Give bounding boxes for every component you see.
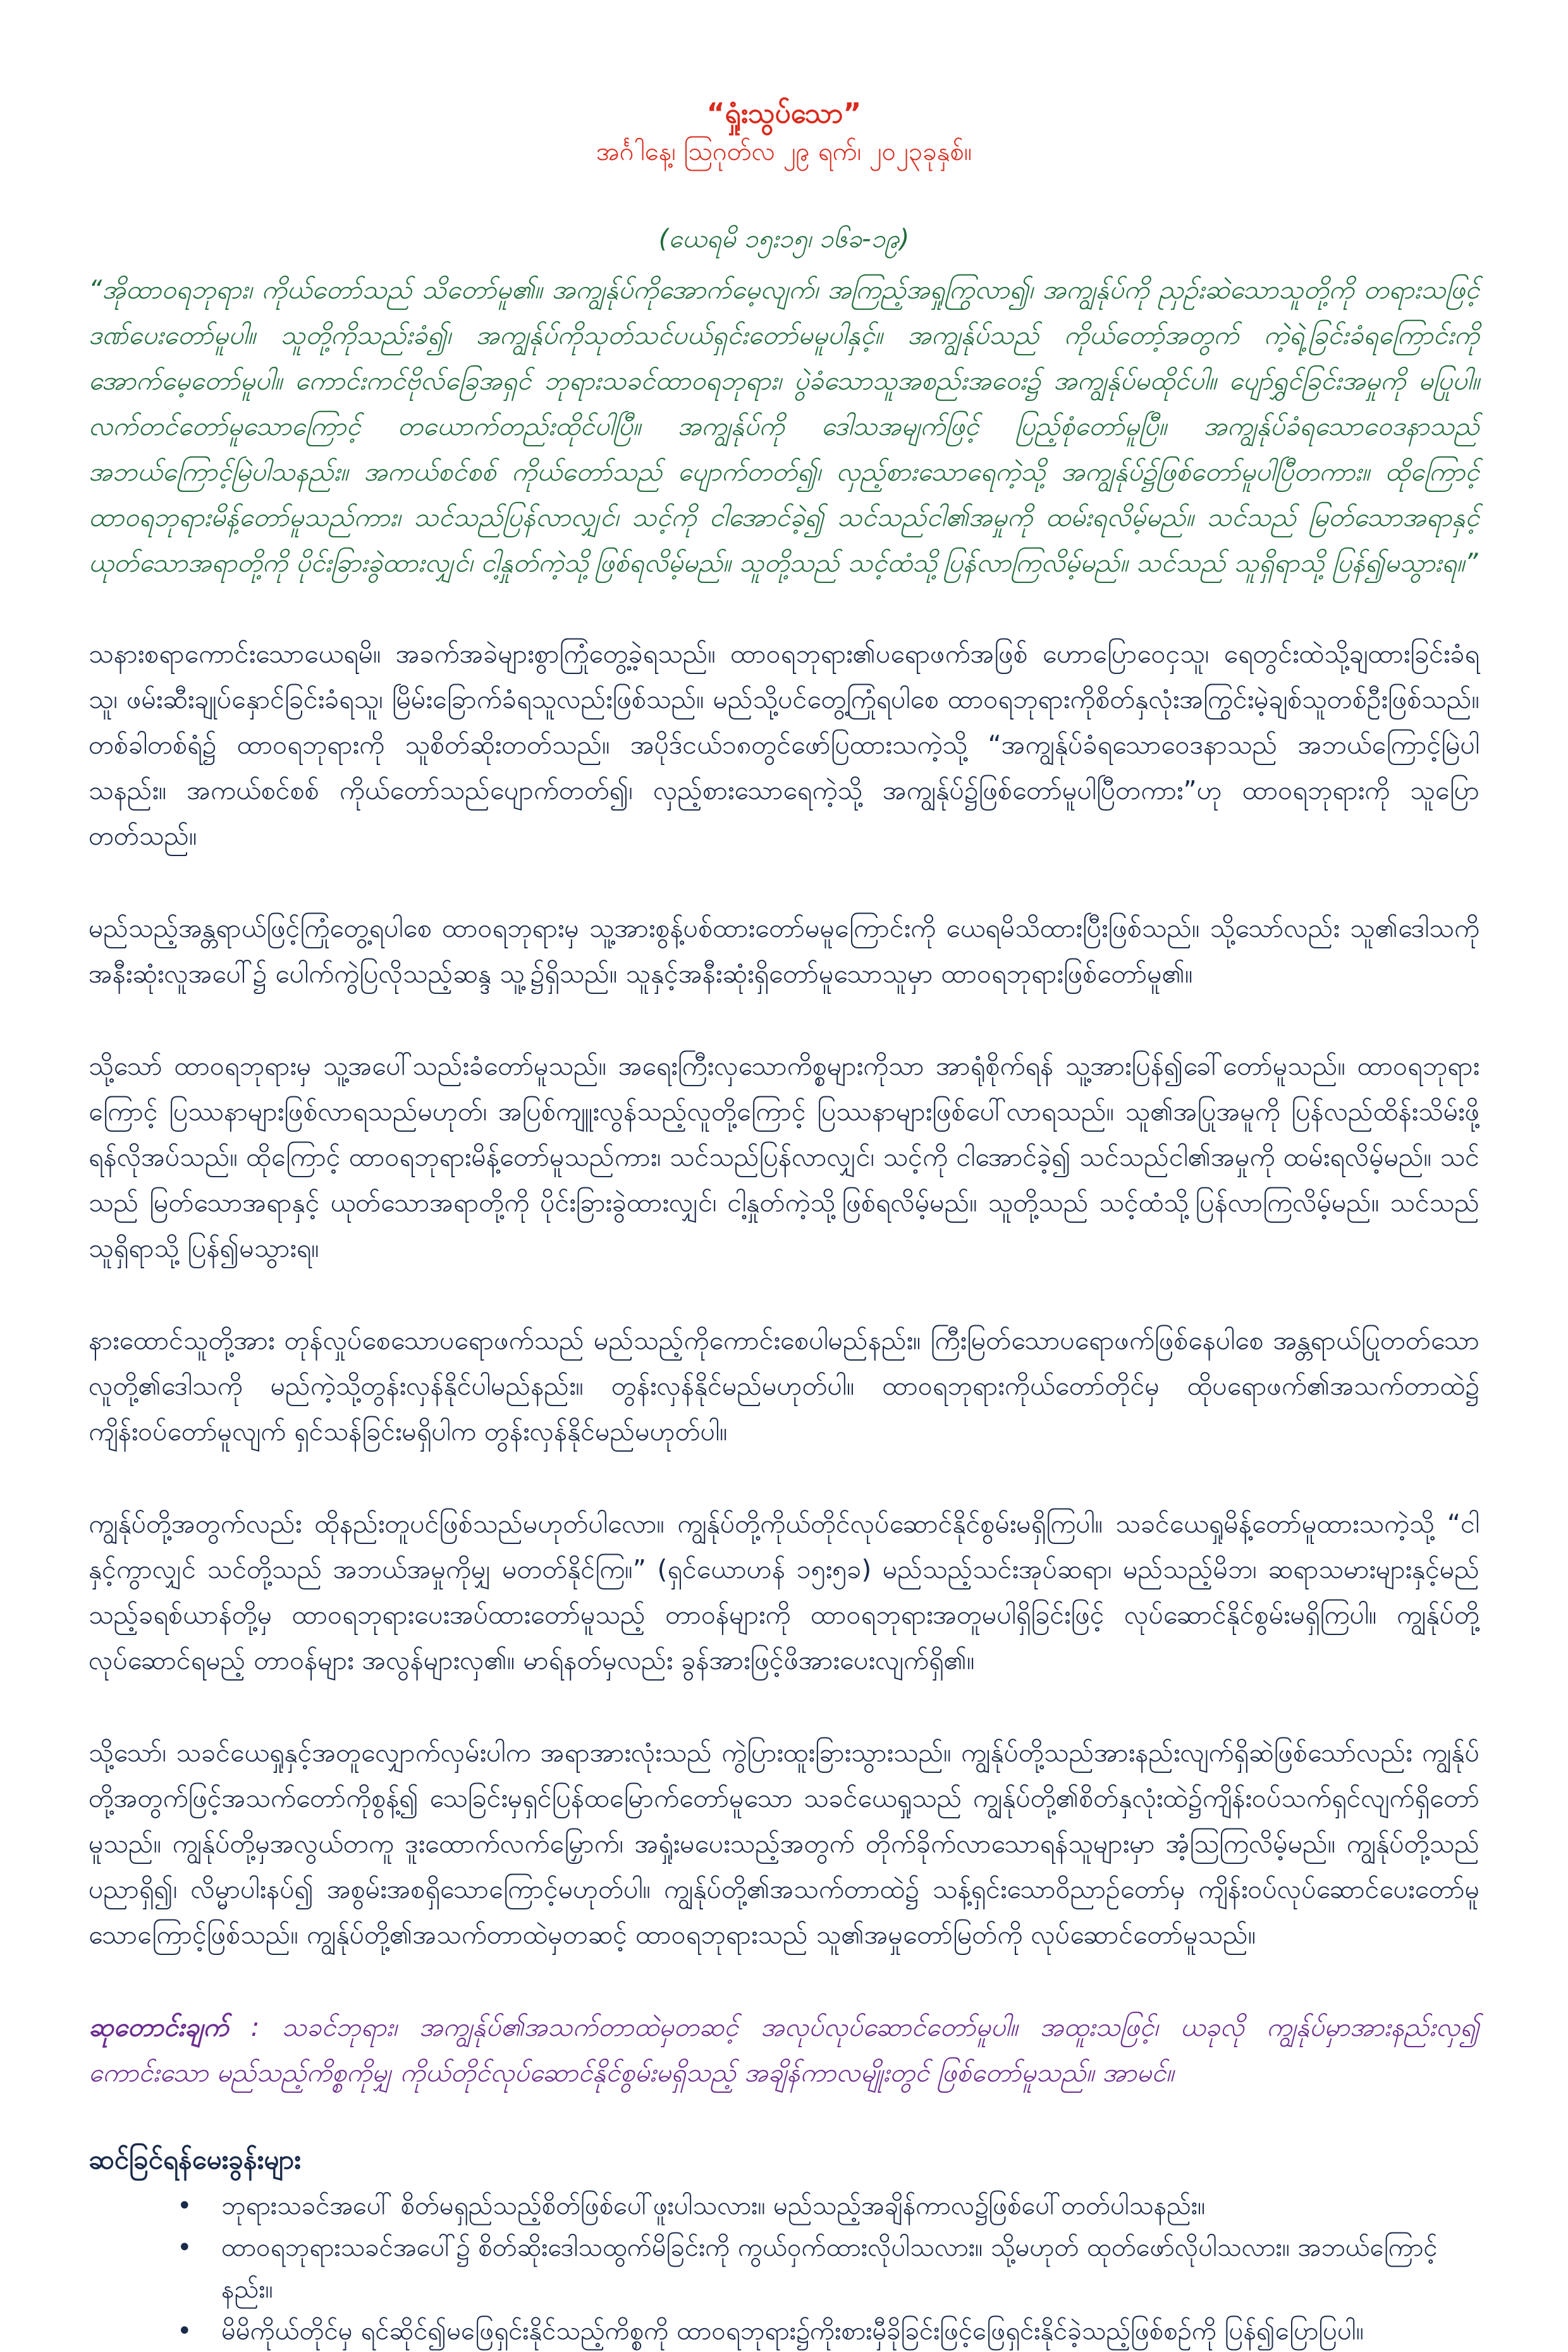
scripture-text: “အိုထာဝရဘုရား၊ ကိုယ်တော်သည် သိတော်မူ၏။ အကျွန်ုပ်ကိုအောက်မေ့လျက်၊ အကြည့်အရှုကြွလာ၍၊ အကျွန်ုပ်ကို ညှဉ်းဆဲသောသူတို့ကို တရားသဖြင့် ဒဏ်ပေးတော်မူပါ။ သူတို့ကိုသည်းခံ၍၊ အကျွန်ုပ်ကိုသုတ်သင်ပယ်ရှင်းတော်မမူပါနှင့်။ အကျွန်ုပ်သည် ကိုယ်တော့်အတွက် ကဲ့ရဲ့ခြင်းခံရကြောင်းကို အောက်မေ့တော်မူပါ။ ကောင်းကင်ဗိုလ်ခြေအရှင် ဘုရားသခင်ထာဝရဘုရား၊ ပွဲခံသောသူအစည်းအဝေး၌ အကျွန်ုပ်မထိုင်ပါ။ ပျော်ရွှင်ခြင်းအမှုကို မပြုပါ။ လက်တင်တော်မူသောကြောင့် တယောက်တည်းထိုင်ပါပြီ။ အကျွန်ုပ်ကို ဒေါသအမျက်ဖြင့် ပြည့်စုံတော်မူပြီ။ အကျွန်ုပ်ခံရသောဝေဒနာသည် အဘယ်ကြောင့်မြဲပါသနည်း။ အကယ်စင်စစ် ကိုယ်တော်သည် ပျောက်တတ်၍၊ လှည့်စားသောရေကဲ့သို့ အကျွန်ုပ်၌ဖြစ်တော်မူပါပြီတကား။ ထိုကြောင့် ထာဝရဘုရားမိန့်တော်မူသည်ကား၊ သင်သည်ပြန်လာလျှင်၊ သင့်ကို ငါအောင်ခဲ့၍ သင်သည်ငါ၏အမှုကို ထမ်းရလိမ့်မည်။ သင်သည် မြတ်သောအရာနှင့် ယုတ်သောအရာတို့ကို ပိုင်းခြားခွဲထားလျှင်၊ ငါ့နှုတ်ကဲ့သို့ဖြစ်ရလိမ့်မည်။ သူတို့သည် သင့်ထံသို့ပြန်လာကြလိမ့်မည်။ သင်သည် သူရှိရာသို့ ပြန်၍မသွားရ။” (89, 274, 1479, 578)
question-text: ထာဝရဘုရားသခင်အပေါ်၌ စိတ်ဆိုးဒေါသထွက်မိခြင်းကို ကွယ်ဝှက်ထားလိုပါသလား။ သို့မဟုတ် ထုတ်ဖော်လိုပါသလား။ အဘယ်ကြောင့်နည်း။ (221, 2233, 1438, 2304)
document-title: “ရှုံးသွပ်သော” (706, 97, 862, 130)
question-text: မိမိကိုယ်တိုင်မှ ရင်ဆိုင်၍မဖြေရှင်းနိုင်သည့်ကိစ္စကို ထာဝရဘုရား၌ကိုးစားမှီခိုခြင်းဖြင့်ဖြေရှင်းနိုင်ခဲ့သည့်ဖြစ်စဉ်ကို ပြန်၍ပြောပြပါ။ (221, 2317, 1364, 2346)
body-paragraph-2: မည်သည့်အန္တရာယ်ဖြင့်ကြုံတွေ့ရပါစေ ထာဝရဘုရားမှ သူ့အားစွန့်ပစ်ထားတော်မမူကြောင်းကို ယေရမိသိထားပြီးဖြစ်သည်။ သို့သော်လည်း သူ၏ဒေါသကို အနီးဆုံးလူအပေါ်၌ ပေါက်ကွဲပြလိုသည့်ဆန္ဒ သူ့၌ရှိသည်။ သူနှင့်အနီးဆုံးရှိတော်မူသောသူမှာ ထာဝရဘုရားဖြစ်တော်မူ၏။ (89, 913, 1479, 989)
body-paragraph-3: သို့သော် ထာဝရဘုရားမှ သူ့အပေါ်သည်းခံတော်မူသည်။ အရေးကြီးလှသောကိစ္စများကိုသာ အာရုံစိုက်ရန် သူ့အားပြန်၍ခေါ်တော်မူသည်။ ထာဝရဘုရားကြောင့် ပြဿနာများဖြစ်လာရသည်မဟုတ်၊ အပြစ်ကျူးလွန်သည့်လူတို့ကြောင့် ပြဿနာများဖြစ်ပေါ်လာရသည်။ သူ၏အပြုအမူကို ပြန်လည်ထိန်းသိမ်းဖို့ရန်လိုအပ်သည်။ ထိုကြောင့် ထာဝရဘုရားမိန့်တော်မူသည်ကား၊ သင်သည်ပြန်လာလျှင်၊ သင့်ကို ငါအောင်ခဲ့၍ သင်သည်ငါ၏အမှုကို ထမ်းရလိမ့်မည်။ သင်သည် မြတ်သောအရာနှင့် ယုတ်သောအရာတို့ကို ပိုင်းခြားခွဲထားလျှင်၊ ငါ့နှုတ်ကဲ့သို့ဖြစ်ရလိမ့်မည်။ သူတို့သည် သင့်ထံသို့ပြန်လာကြလိမ့်မည်။ သင်သည် သူရှိရာသို့ ပြန်၍မသွားရ။ (89, 1051, 1479, 1263)
body-paragraph-6: သို့သော်၊ သခင်ယေရှုနှင့်အတူလျှောက်လှမ်းပါက အရာအားလုံးသည် ကွဲပြားထူးခြားသွားသည်။ ကျွန်ုပ်တို့သည်အားနည်းလျက်ရှိဆဲဖြစ်သော်လည်း ကျွန်ုပ်တို့အတွက်ဖြင့်အသက်တော်ကိုစွန့်၍ သေခြင်းမှရှင်ပြန်ထမြောက်တော်မူသော သခင်ယေရှုသည် ကျွန်ုပ်တို့၏စိတ်နှလုံးထဲ၌ကျိန်းဝပ်သက်ရှင်လျက်ရှိတော်မူသည်။ ကျွန်ုပ်တို့မှအလွယ်တကူ ဒူးထောက်လက်မြှောက်၊ အရှုံးမပေးသည့်အတွက် တိုက်ခိုက်လာသောရန်သူများမှာ အံ့ဩကြလိမ့်မည်။ ကျွန်ုပ်တို့သည် ပညာရှိ၍၊ လိမ္မာပါးနပ်၍ အစွမ်းအစရှိသောကြောင့်မဟုတ်ပါ။ ကျွန်ုပ်တို့၏အသက်တာထဲ၌ သန့်ရှင်းသောဝိညာဉ်တော်မှ ကျိန်းဝပ်လုပ်ဆောင်ပေးတော်မူသောကြောင့်ဖြစ်သည်။ ကျွန်ုပ်တို့၏အသက်တာထဲမှတဆင့် ထာဝရဘုရားသည် သူ၏အမှုတော်မြတ်ကို လုပ်ဆောင်တော်မူသည်။ (89, 1737, 1479, 1950)
scripture-reference: (ယေရမိ ၁၅း၁၅၊ ၁၆ခ-၁၉) (658, 224, 910, 254)
body-paragraph-1: သနားစရာကောင်းသောယေရမိ။ အခက်အခဲများစွာကြုံတွေ့ခဲ့ရသည်။ ထာဝရဘုရား၏ပရောဖက်အဖြစ် ဟောပြောဝေငှသူ၊ ရေတွင်းထဲသို့ချထားခြင်းခံရသူ၊ ဖမ်းဆီးချုပ်နှောင်ခြင်းခံရသူ၊ မြိမ်းခြောက်ခံရသူလည်းဖြစ်သည်။ မည်သို့ပင်တွေ့ကြုံရပါစေ ထာဝရဘုရားကိုစိတ်နှလုံးအကြွင်းမဲ့ချစ်သူတစ်ဦးဖြစ်သည်။ တစ်ခါတစ်ရံ၌ ထာဝရဘုရားကို သူစိတ်ဆိုးတတ်သည်။ အပိုဒ်ငယ်၁၈တွင်ဖော်ပြထားသကဲ့သို့ “အကျွန်ုပ်ခံရသောဝေဒနာသည် အဘယ်ကြောင့်မြဲပါသနည်း။ အကယ်စင်စစ် ကိုယ်တော်သည်ပျောက်တတ်၍၊ လှည့်စားသောရေကဲ့သို့ အကျွန်ုပ်၌ဖြစ်တော်မူပါပြီတကား”ဟု ထာဝရဘုရားကို သူပြောတတ်သည်။ (89, 639, 1479, 851)
prayer-separator: : (228, 2012, 282, 2042)
question-text: ဘုရားသခင်အပေါ် စိတ်မရှည်သည့်စိတ်ဖြစ်ပေါ်ဖူးပါသလား။ မည်သည့်အချိန်ကာလ၌ဖြစ်ပေါ်တတ်ပါသနည်း။ (221, 2191, 1206, 2220)
prayer-text: သခင်ဘုရား၊ အကျွန်ုပ်၏အသက်တာထဲမှတဆင့် အလုပ်လုပ်ဆောင်တော်မူပါ။ အထူးသဖြင့်၊ ယခုလို ကျွန်ုပ်မှာအားနည်းလှ၍ ကောင်းသော မည်သည့်ကိစ္စကိုမျှ ကိုယ်တိုင်လုပ်ဆောင်နိုင်စွမ်းမရှိသည့် အချိန်ကာလမျိုးတွင် ဖြစ်တော်မူသည်။ အာမင်။ (89, 2012, 1479, 2088)
bullet-icon: • (177, 2317, 192, 2346)
bullet-icon: • (177, 2191, 192, 2220)
question-item (177, 2310, 1479, 2352)
prayer-label: ဆုတောင်းချက် (89, 2012, 229, 2042)
bullet-icon: • (177, 2233, 192, 2262)
body-paragraph-4: နားထောင်သူတို့အား တုန်လှုပ်စေသောပရောဖက်သည် မည်သည့်ကိုကောင်းစေပါမည်နည်း။ ကြီးမြတ်သောပရောဖက်ဖြစ်နေပါစေ အန္တရာယ်ပြုတတ်သောလူတို့၏ဒေါသကို မည်ကဲ့သို့တွန်းလှန်နိုင်ပါမည်နည်း။ တွန်းလှန်နိုင်မည်မဟုတ်ပါ။ ထာဝရဘုရားကိုယ်တော်တိုင်မှ ထိုပရောဖက်၏အသက်တာထဲ၌ ကျိန်းဝပ်တော်မူလျက် ရှင်သန်ခြင်းမရှိပါက တွန်းလှန်နိုင်မည်မဟုတ်ပါ။ (89, 1325, 1479, 1447)
questions-heading: ဆင်ခြင်ရန်မေးခွန်းများ (89, 2144, 301, 2175)
question-item (177, 2227, 1479, 2310)
document-date: အင်္ဂါနေ့၊ ဩဂုတ်လ ၂၉ ရက်၊ ၂၀၂၃ခုနှစ်။ (596, 137, 972, 166)
question-item (177, 2185, 1479, 2227)
body-paragraph-5: ကျွန်ုပ်တို့အတွက်လည်း ထိုနည်းတူပင်ဖြစ်သည်မဟုတ်ပါလော။ ကျွန်ုပ်တို့ကိုယ်တိုင်လုပ်ဆောင်နိုင်စွမ်းမရှိကြပါ။ သခင်ယေရှုမိန့်တော်မူထားသကဲ့သို့ “ငါနှင့်ကွာလျှင် သင်တို့သည် အဘယ်အမှုကိုမျှ မတတ်နိုင်ကြ။” (ရှင်ယောဟန် ၁၅း၅ခ) မည်သည့်သင်းအုပ်ဆရာ၊ မည်သည့်မိဘ၊ ဆရာသမားများနှင့်မည်သည့်ခရစ်ယာန်တို့မှ ထာဝရဘုရားပေးအပ်ထားတော်မူသည့် တာဝန်များကို ထာဝရဘုရားအတူမပါရှိခြင်းဖြင့် လုပ်ဆောင်နိုင်စွမ်းမရှိကြပါ။ ကျွန်ုပ်တို့လုပ်ဆောင်ရမည့် တာဝန်များ အလွန်များလှ၏။ မာရ်နတ်မှလည်း ခွန်အားဖြင့်ဖိအားပေးလျက်ရှိ၏။ (89, 1509, 1479, 1675)
questions-list (89, 2185, 1479, 2352)
prayer-section (89, 2004, 1479, 2095)
